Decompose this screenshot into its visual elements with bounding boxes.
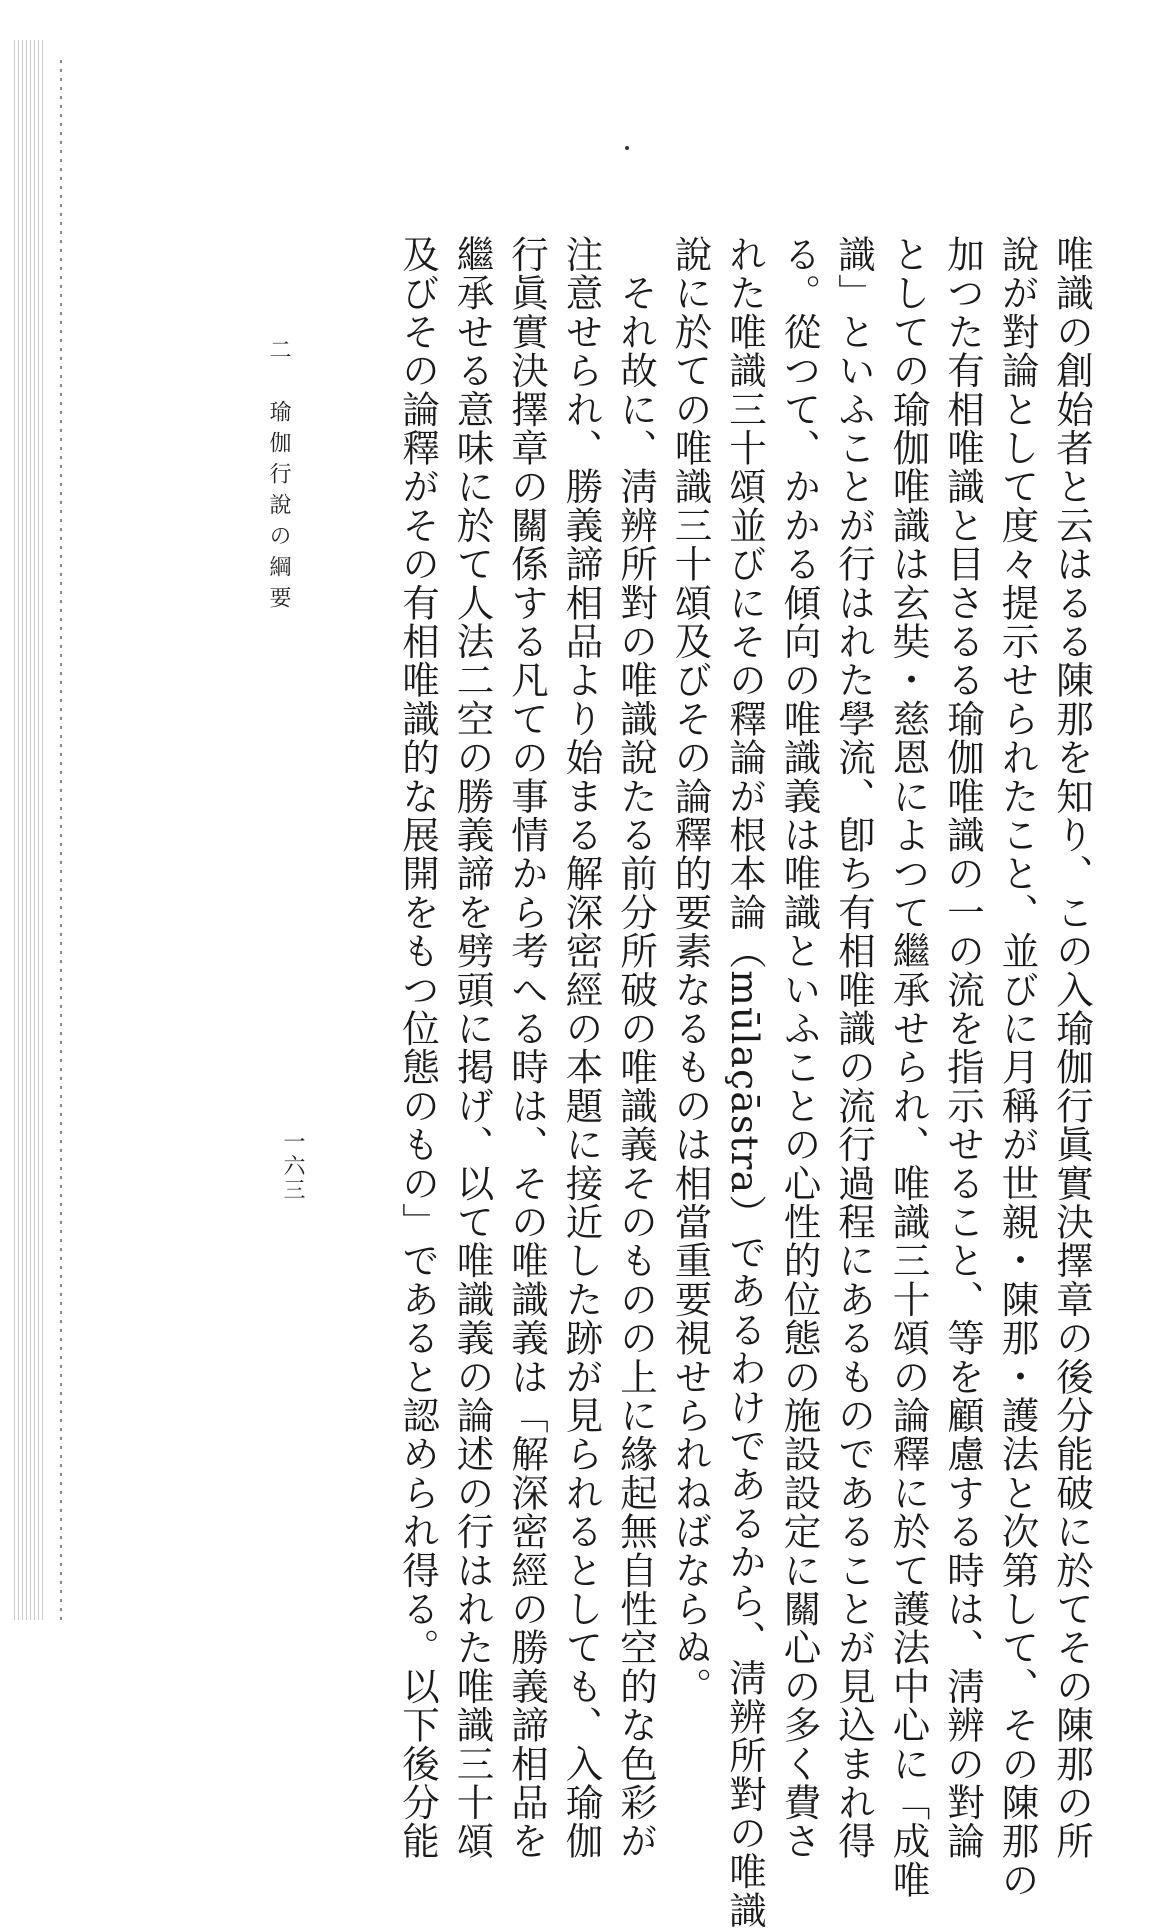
text-line: 加つた有相唯識と目さるる瑜伽唯識の一の流を指示せること、等を顧慮する時は、淸辨の對論 — [941, 235, 985, 1861]
text-line: としての瑜伽唯識は玄奘・慈恩によつて繼承せられ、唯識三十頌の論釋に於て護法中心に「成唯 — [886, 235, 931, 1900]
text-line: 說が對論として度々提示せられたこと、並びに月稱が世親・陳那・護法と次第して、その陳那の — [995, 235, 1040, 1900]
text-line: 繼承せる意味に於て人法二空の勝義諦を劈頭に掲げ、以て唯識義の論述の行はれた唯識三十頌 — [450, 235, 495, 1861]
text-line: それ故に、淸辨所對の唯識說たる前分所破の唯識義そのものの上に緣起無自性空的な色彩が — [614, 235, 658, 1861]
text-line: 唯識の創始者と云はるる陳那を知り、この入瑜伽行眞實決擇章の後分能破に於てその陳那の所 — [1050, 235, 1094, 1861]
running-head: 二 瑜伽行說の綱要 — [266, 338, 291, 617]
text-line: 行眞實決擇章の關係する凡ての事情から考へる時は、その唯識義は「解深密經の勝義諦相品を — [505, 235, 549, 1861]
text-line: 識」といふことが行はれた學流、卽ち有相唯識の流行過程にあるものであることが見込まれ得 — [832, 235, 876, 1861]
page-number: 一六三 — [280, 1130, 305, 1202]
ink-speck — [625, 146, 629, 150]
text-line: 說に於ての唯識三十頌及びその論釋的要素なるものは相當重要視せられねばならぬ。 — [668, 235, 713, 1706]
binding-edge — [14, 40, 44, 1620]
text-line: れた唯識三十頌並びにその釋論が根本論（mūlaçāstra）であるわけであるから、淸辨所對の唯識 — [723, 235, 767, 1930]
binding-shadow — [60, 60, 62, 1620]
body-text — [391, 235, 1100, 1930]
text-line: 及びその論釋がその有相唯識的な展開をもつ位態のもの」であると認められ得る。以下後分能 — [396, 235, 440, 1861]
text-line: 注意せられ、勝義諦相品より始まる解深密經の本題に接近した跡が見られるとしても、入瑜伽 — [559, 235, 604, 1861]
text-line: る。從つて、かかる傾向の唯識義は唯識といふことの心性的位態の施設設定に關心の多く費さ — [777, 235, 822, 1861]
